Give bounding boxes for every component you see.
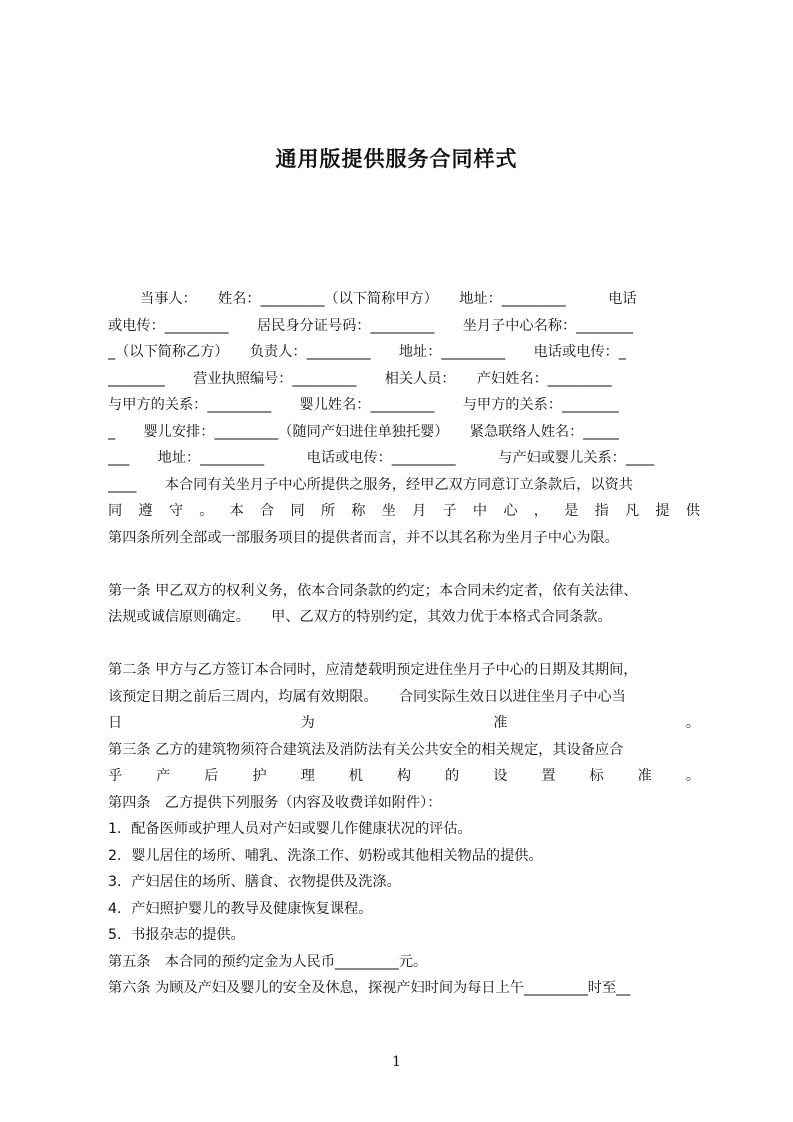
service-item-1: 1．配备医师或护理人员对产妇或婴儿作健康状况的评估。 (108, 821, 472, 837)
service-item-3: 3．产妇居住的场所、膳食、衣物提供及洗涤。 (108, 874, 401, 890)
service-item-4: 4．产妇照护婴儿的教导及健康恢复课程。 (108, 900, 373, 917)
party-info-line-6: _ 婴儿安排：_________（随同产妇进住单独托婴） 紧急联络人姓名：_____ (108, 423, 619, 440)
article-6-line-1: 第六条 为顾及产妇及婴儿的安全及休息，探视产妇时间为每日上午_________时至__ (108, 980, 631, 996)
article-5: 第五条 本合同的预约定金为人民币_________元。 (108, 953, 428, 970)
page-number: 1 (392, 1054, 401, 1070)
party-info-line-4: ________ 营业执照编号：_________ 相关人员： 产妇姓名：_________ (108, 370, 612, 387)
paragraph-gap (108, 631, 700, 658)
preamble-line-2: 同 遵 守 。 本 合 同 所 称 坐 月 子 中 心 ， 是 指 凡 提 供 (108, 503, 700, 519)
party-info-line-3: _（以下简称乙方） 负责人：_________ 地址：_________ 电话或电传：_ (108, 344, 626, 360)
article-3-line-1: 第三条 乙方的建筑物须符合建筑法及消防法有关公共安全的相关规定，其设备应合 (108, 741, 624, 758)
contract-body (108, 286, 700, 1002)
article-2-line-2: 该预定日期之前后三周内，均属有效期限。 合同实际生效日以进住坐月子中心当 (108, 688, 626, 705)
document-title: 通用版提供服务合同样式 (275, 147, 518, 171)
service-item-5: 5．书报杂志的提供。 (108, 927, 245, 943)
article-2-line-1: 第二条 甲方与乙方签订本合同时，应清楚载明预定进住坐月子中心的日期及其期间， (108, 662, 638, 678)
article-1-line-1: 第一条 甲乙双方的权利义务，依本合同条款的约定；本合同未约定者，依有关法律、 (108, 582, 638, 599)
article-1-line-2: 法规或诚信原则确定。 甲、乙双方的特别约定，其效力优于本格式合同条款。 (108, 609, 612, 625)
service-item-2: 2．婴儿居住的场所、哺乳、洗涤工作、奶粉或其他相关物品的提供。 (108, 847, 543, 864)
party-info-line-5: 与甲方的关系：_________ 婴儿姓名：_________ 与甲方的关系：________ (108, 397, 619, 413)
article-2-line-3: 日 为 准 。 (108, 715, 700, 731)
preamble-line-3: 第四条所列全部或一部服务项目的提供者而言，并不以其名称为坐月子中心为限。 (108, 529, 619, 546)
party-info-line-2: 或电传：_________ 居民身分证号码：_________ 坐月子中心名称：________ (108, 317, 633, 334)
party-info-line-1: 当事人： 姓名：_________（以下简称甲方） 地址：_________ 电话 (140, 291, 637, 307)
paragraph-gap (108, 551, 700, 578)
party-info-line-7: ___ 地址：_________ 电话或电传：_________ 与产妇或婴儿关系：____ (108, 450, 655, 466)
article-3-line-2: 乎 产 后 护 理 机 构 的 设 置 标 准 。 (108, 768, 700, 784)
article-4-heading: 第四条 乙方提供下列服务（内容及收费详如附件）： (108, 794, 442, 811)
preamble-line-1: ____ 本合同有关坐月子中心所提供之服务，经甲乙双方同意订立条款后，以资共 (108, 476, 633, 493)
